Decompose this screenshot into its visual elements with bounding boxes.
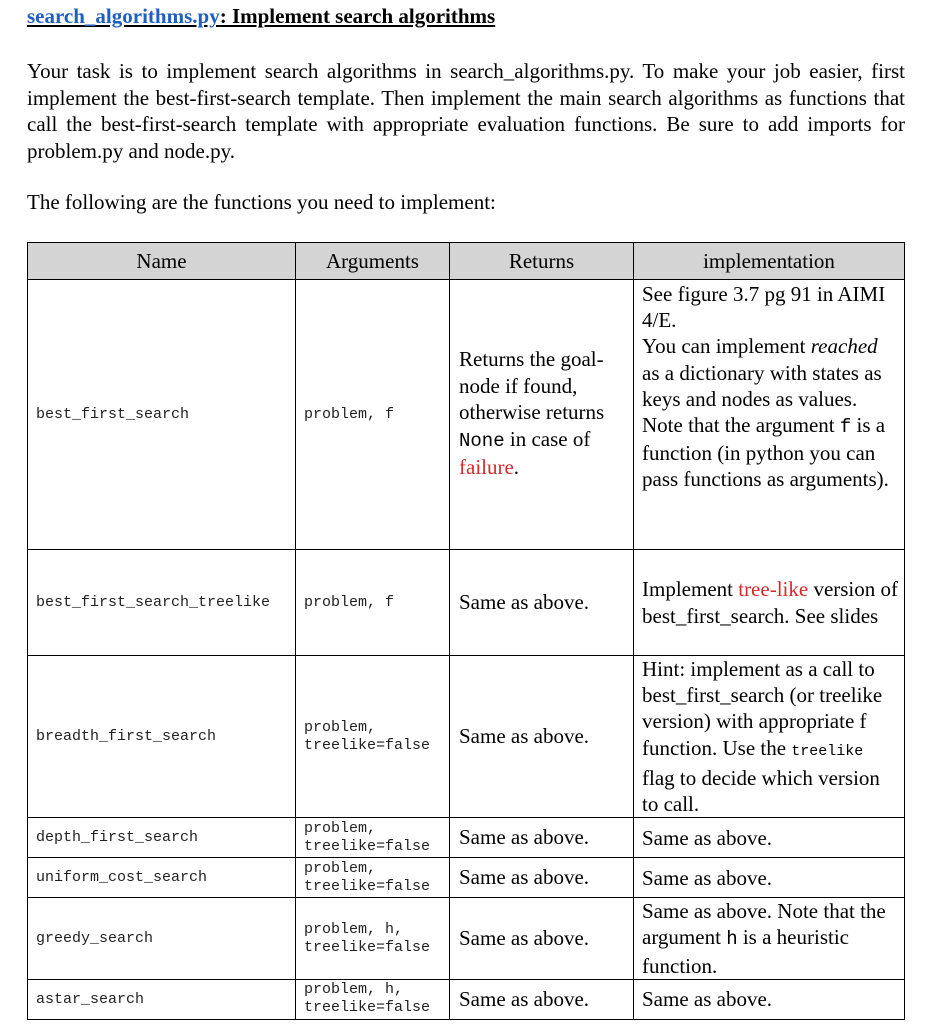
function-implementation: See figure 3.7 pg 91 in AIMI 4/E. You can implement reached as a dictionary with states as keys and nodes as values. Note that the argument f is a function (in python you can pass functions as arguments).	[634, 280, 905, 550]
file-link[interactable]: search_algorithms.py	[27, 4, 220, 28]
section-heading	[27, 4, 495, 29]
function-arguments: problem, f	[296, 280, 450, 550]
function-returns: Same as above.	[450, 858, 634, 898]
function-name: uniform_cost_search	[28, 858, 296, 898]
heading-title: : Implement search algorithms	[219, 4, 496, 28]
function-returns: Same as above.	[450, 656, 634, 818]
function-name: best_first_search_treelike	[28, 550, 296, 656]
function-name: breadth_first_search	[28, 656, 296, 818]
function-implementation: Implement tree-like version of best_first_search. See slides	[634, 550, 905, 656]
table-row	[28, 818, 905, 858]
failure-text: failure	[459, 455, 514, 479]
function-returns: Same as above.	[450, 550, 634, 656]
function-implementation: Same as above.	[634, 979, 905, 1019]
table-row	[28, 656, 905, 818]
function-returns: Returns the goal-node if found, otherwise returns None in case of failure.	[450, 280, 634, 550]
function-implementation: Same as above.	[634, 818, 905, 858]
none-code: None	[459, 429, 505, 452]
table-row	[28, 858, 905, 898]
table-row	[28, 898, 905, 980]
function-arguments: problem, treelike=false	[296, 818, 450, 858]
treelike-code: treelike	[791, 742, 864, 760]
table-row	[28, 280, 905, 550]
function-arguments: problem, h, treelike=false	[296, 898, 450, 980]
intro-paragraph: Your task is to implement search algorithms in search_algorithms.py. To make your job easier, first implement the best-first-search template. Then implement the main search algorithms as functions that call the best-first-search template with appropriate evaluation functions. Be sure to add imports for problem.py and node.py.	[27, 59, 905, 163]
function-arguments: problem, treelike=false	[296, 656, 450, 818]
function-implementation: Same as above. Note that the argument h is a heuristic function.	[634, 898, 905, 980]
header-name: Name	[28, 243, 296, 280]
table-row	[28, 550, 905, 656]
h-code: h	[726, 928, 738, 951]
function-arguments: problem, treelike=false	[296, 858, 450, 898]
functions-table	[27, 242, 905, 1020]
function-returns: Same as above.	[450, 818, 634, 858]
function-returns: Same as above.	[450, 979, 634, 1019]
function-returns: Same as above.	[450, 898, 634, 980]
header-implementation: implementation	[634, 243, 905, 280]
table-lead-text: The following are the functions you need to implement:	[27, 190, 496, 214]
function-implementation: Hint: implement as a call to best_first_search (or treelike version) with appropriate f function. Use the treelike flag to decide which version to call.	[634, 656, 905, 818]
f-code: f	[839, 416, 852, 439]
function-arguments: problem, h, treelike=false	[296, 979, 450, 1019]
function-name: depth_first_search	[28, 818, 296, 858]
function-name: astar_search	[28, 979, 296, 1019]
function-arguments: problem, f	[296, 550, 450, 656]
function-implementation: Same as above.	[634, 858, 905, 898]
table-row	[28, 979, 905, 1019]
header-returns: Returns	[450, 243, 634, 280]
table-header-row	[28, 243, 905, 280]
tree-like-text: tree-like	[738, 577, 809, 602]
function-name: greedy_search	[28, 898, 296, 980]
header-arguments: Arguments	[296, 243, 450, 280]
function-name: best_first_search	[28, 280, 296, 550]
